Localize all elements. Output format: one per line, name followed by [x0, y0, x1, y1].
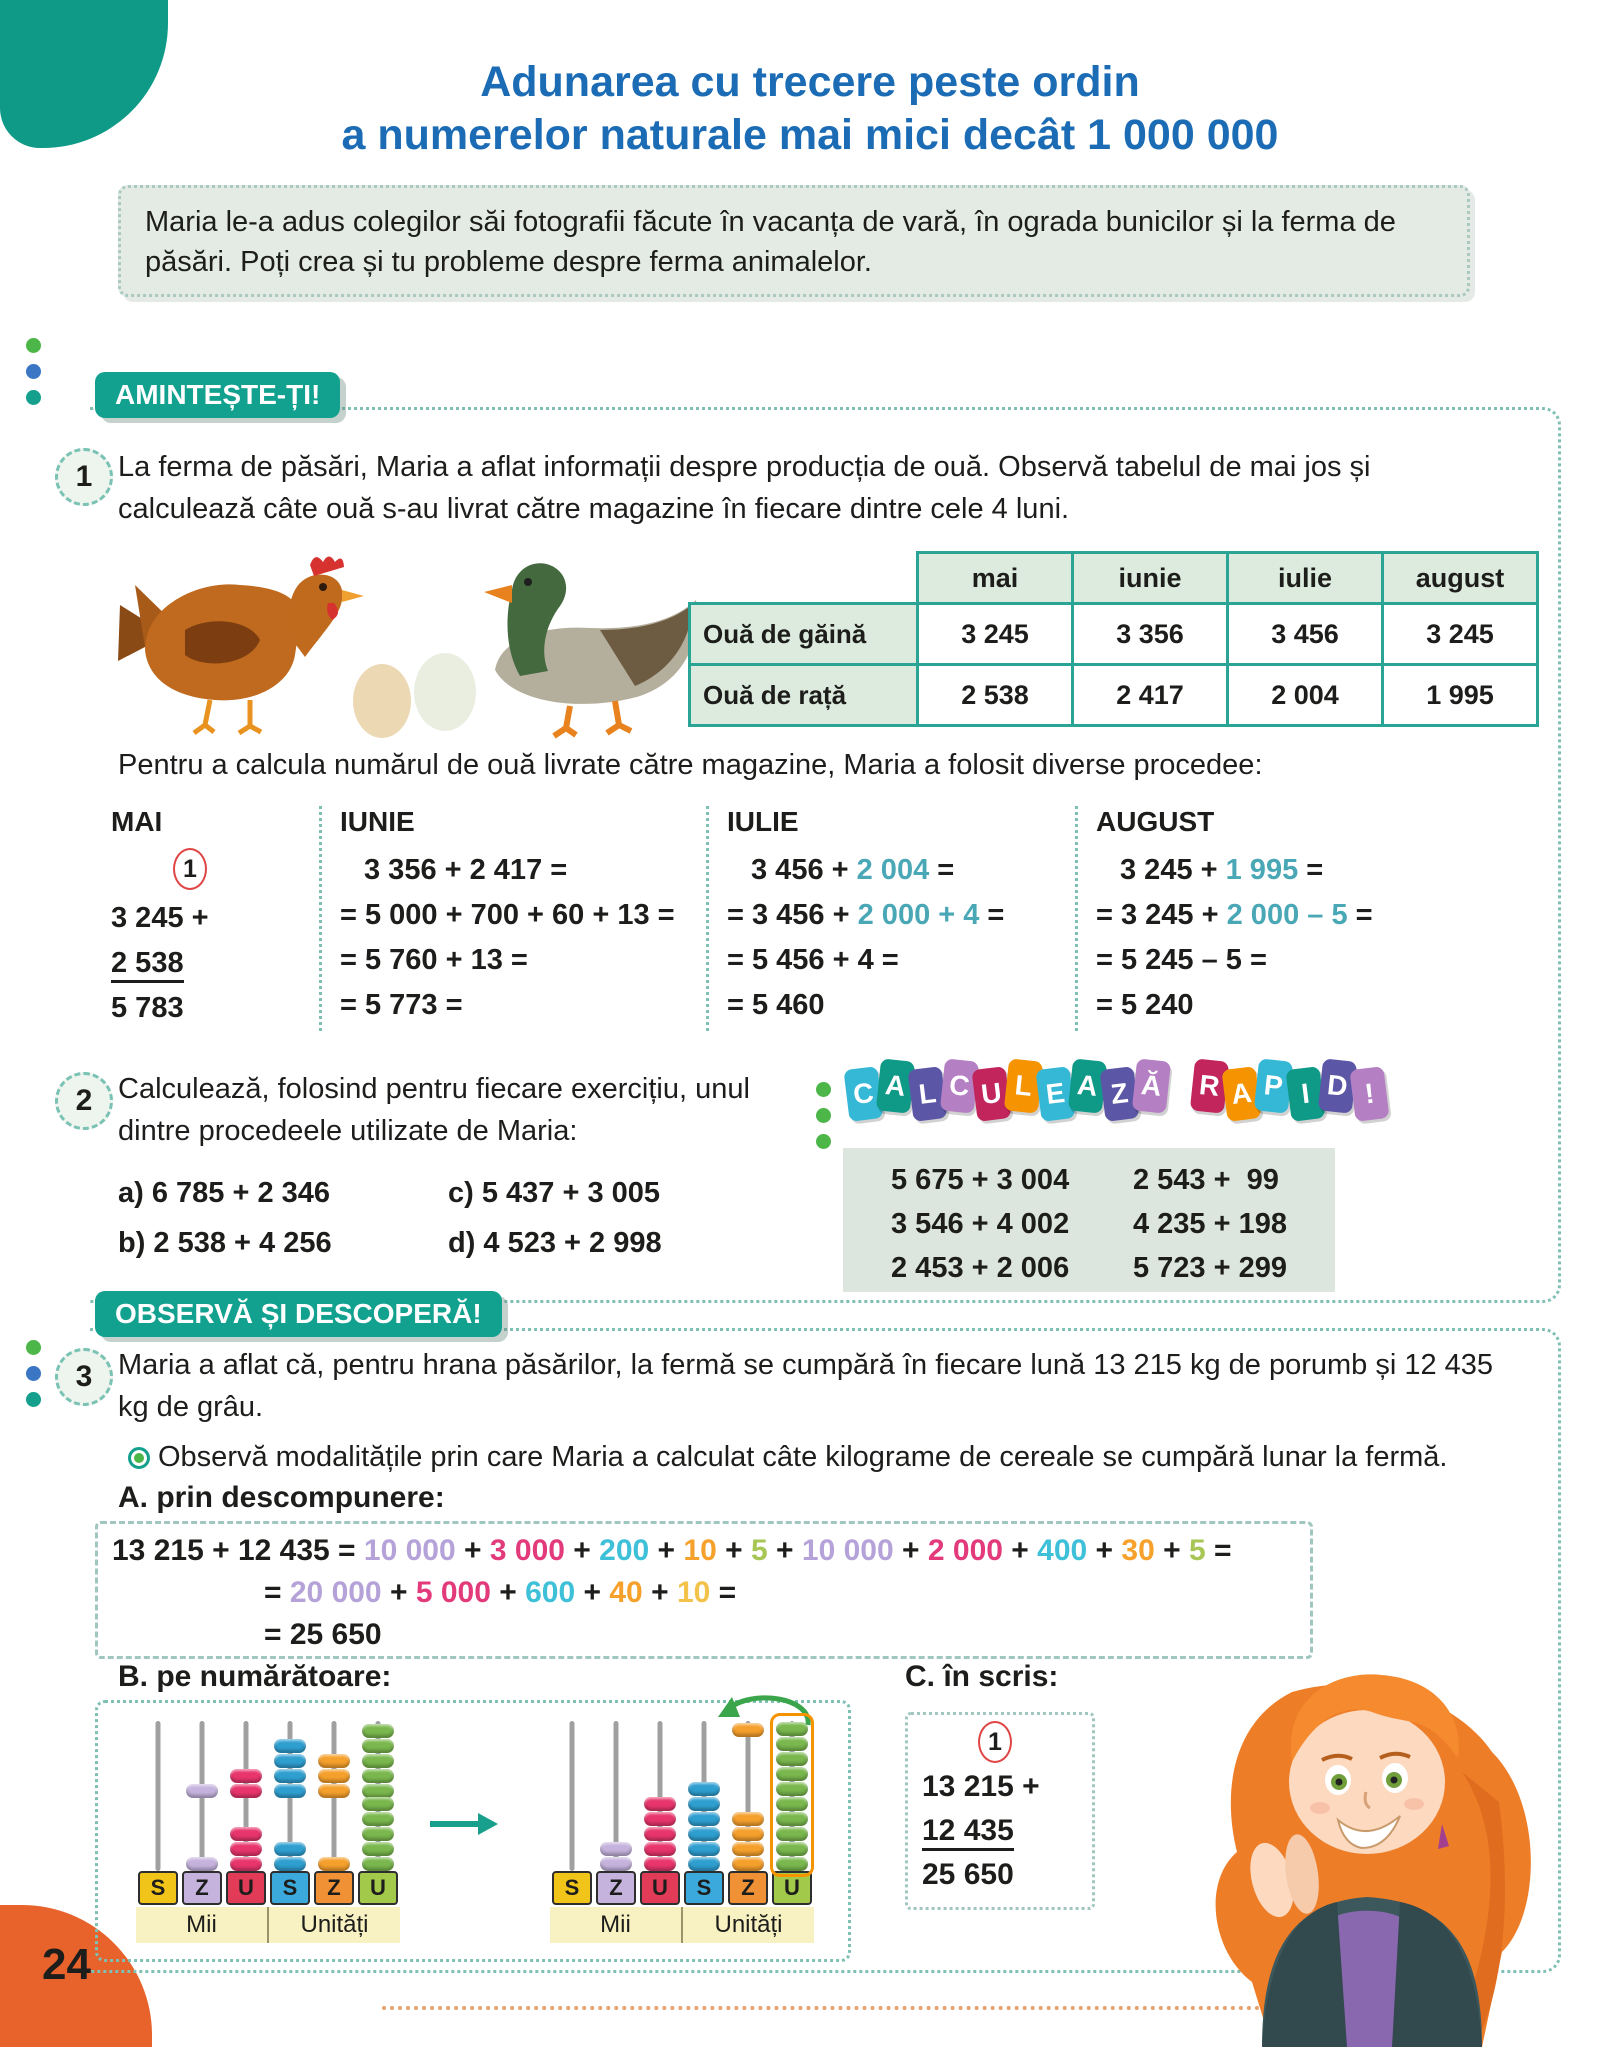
- method-line: 3 245 + 1 995 =: [1120, 854, 1324, 886]
- abacus-bead: [230, 1784, 262, 1798]
- method-line: = 5 240: [1096, 989, 1194, 1021]
- letter-tile: L: [1004, 1058, 1043, 1113]
- abacus-bead: [362, 1754, 394, 1768]
- letter-tile: C: [940, 1058, 979, 1113]
- abacus-bead: [274, 1784, 306, 1798]
- method-month: IUNIE: [340, 806, 415, 837]
- exercise3-bullet: [128, 1436, 1528, 1478]
- method-column: [334, 806, 694, 1031]
- abacus-bead: [274, 1754, 306, 1768]
- intro-box: Maria le-a adus colegilor săi fotografii făcute în vacanța de vară, în ograda bunicilor și la ferma de păsări. Poți crea și tu probleme despre ferma animalelor.: [118, 185, 1470, 297]
- method-line: = 3 245 + 2 000 – 5 =: [1096, 899, 1373, 931]
- abacus-bead: [362, 1739, 394, 1753]
- table-row: [690, 604, 1538, 665]
- method-month: AUGUST: [1096, 806, 1215, 837]
- abacus-bead: [644, 1842, 676, 1856]
- abacus-bead: [688, 1782, 720, 1796]
- abacus-bead: [362, 1784, 394, 1798]
- arrow-right-icon: [428, 1811, 498, 1837]
- abacus-rod: [682, 1721, 726, 1871]
- abacus-bead: [362, 1857, 394, 1871]
- abacus-rod: [312, 1721, 356, 1871]
- group-label: Mii: [186, 1911, 217, 1938]
- page-title-line1: Adunarea cu trecere peste ordin: [480, 58, 1140, 106]
- abacus-bead: [186, 1784, 218, 1798]
- letter-tile: Ă: [1132, 1058, 1171, 1113]
- abacus-bead: [600, 1842, 632, 1856]
- carry-digit: 1: [978, 1721, 1012, 1763]
- abacus-bead: [318, 1754, 350, 1768]
- methodA-label: A. prin descompunere:: [118, 1481, 445, 1514]
- rod-label-cube: S: [138, 1871, 178, 1905]
- abacus-bead: [230, 1769, 262, 1783]
- rod-label-cube: U: [226, 1871, 266, 1905]
- quick-calc-item: 5 675 + 3 004: [891, 1164, 1070, 1196]
- girl-illustration: [1142, 1652, 1582, 2047]
- abacus-bead: [362, 1827, 394, 1841]
- quick-calc-box: [843, 1148, 1335, 1292]
- method-line: = 5 760 + 13 =: [340, 944, 528, 976]
- abacus-rod: [770, 1721, 814, 1871]
- letter-tile: E: [1035, 1066, 1075, 1122]
- method-line: 3 356 + 2 417 =: [364, 854, 568, 886]
- exercise2-items: [118, 1168, 818, 1268]
- abacus-bead: [362, 1842, 394, 1856]
- exercise2-item: c) 5 437 + 3 005: [448, 1177, 661, 1209]
- table-col-header: iunie: [1073, 553, 1228, 604]
- abacus-bead: [688, 1857, 720, 1871]
- abacus-rod: [550, 1721, 594, 1871]
- exercise2-item: b) 2 538 + 4 256: [118, 1227, 332, 1259]
- table-cell: 2 417: [1073, 665, 1228, 726]
- abacus-before: [136, 1721, 400, 1943]
- group-label: Mii: [600, 1911, 631, 1938]
- abacus-rod: [180, 1721, 224, 1871]
- method-column: [105, 806, 307, 1031]
- exercise3-bullet-text: Observă modalitățile prin care Maria a calculat câte kilograme de cereale se cumpără lunar la fermă.: [158, 1441, 1448, 1473]
- method-line: = 5 773 =: [340, 989, 463, 1021]
- letter-tile: A: [876, 1058, 915, 1113]
- abacus-bead: [362, 1797, 394, 1811]
- table-cell: 2 538: [918, 665, 1073, 726]
- footer-dotted-line: [382, 2006, 1260, 2010]
- abacus-bead: [732, 1723, 764, 1737]
- rod-label-cube: S: [552, 1871, 592, 1905]
- letter-tile: Z: [1099, 1066, 1139, 1122]
- decomposition-line: 13 215 + 12 435 = 10 000 + 3 000 + 200 + 10 + 5 + 10 000 + 2 000 + 400 + 30 + 5 =: [112, 1534, 1232, 1567]
- abacus-bead: [274, 1769, 306, 1783]
- table-col-header: august: [1383, 553, 1538, 604]
- abacus-rod: [638, 1721, 682, 1871]
- table-cell: 1 995: [1383, 665, 1538, 726]
- exercise1-badge: 1: [55, 448, 113, 506]
- abacus-box: [95, 1700, 851, 1962]
- written-line1: 13 215 +: [922, 1770, 1040, 1803]
- abacus-bead: [318, 1769, 350, 1783]
- method-line: = 5 245 – 5 =: [1096, 944, 1267, 976]
- abacus-after: [550, 1721, 814, 1943]
- abacus-bead: [230, 1842, 262, 1856]
- abacus-bead: [732, 1812, 764, 1826]
- method-line: 3 245 +: [111, 902, 209, 934]
- discover-heading: OBSERVĂ ȘI DESCOPERĂ!: [95, 1291, 502, 1337]
- rod-label-cube: U: [358, 1871, 398, 1905]
- decomposition-box: [95, 1521, 1313, 1659]
- abacus-bead: [318, 1857, 350, 1871]
- methodC-label: C. în scris:: [905, 1660, 1059, 1693]
- abacus-rod: [224, 1721, 268, 1871]
- abacus-bead: [274, 1857, 306, 1871]
- quick-calc-item: 5 723 + 299: [1132, 1252, 1287, 1284]
- rod-label-cube: Z: [314, 1871, 354, 1905]
- abacus-rod: [268, 1721, 312, 1871]
- table-cell: 3 456: [1228, 604, 1383, 665]
- month-methods-row: [105, 806, 1505, 1031]
- abacus-bead: [644, 1857, 676, 1871]
- letter-tile: P: [1254, 1058, 1293, 1113]
- quick-calc-dots: [816, 1082, 831, 1149]
- written-addition-box: [905, 1712, 1095, 1910]
- letter-tile: !: [1349, 1066, 1389, 1122]
- exercise2-item: a) 6 785 + 2 346: [118, 1177, 331, 1209]
- written-result: 25 650: [922, 1858, 1014, 1891]
- abacus-bead: [688, 1842, 720, 1856]
- abacus-rod: [136, 1721, 180, 1871]
- quick-calc-title: [846, 1064, 1406, 1116]
- carry-digit: 1: [173, 848, 207, 890]
- rod-label-cube: U: [772, 1871, 812, 1905]
- rod-label-cube: S: [684, 1871, 724, 1905]
- table-row-label: Ouă de rață: [690, 665, 918, 726]
- methodB-label: B. pe numărătoare:: [118, 1660, 392, 1693]
- egg-production-table: [688, 551, 1539, 727]
- rod-label-cube: Z: [596, 1871, 636, 1905]
- letter-tile: R: [1190, 1058, 1229, 1113]
- letter-tile: I: [1285, 1066, 1325, 1122]
- exercise3-text: Maria a aflat că, pentru hrana păsărilor, la fermă se cumpără în fiecare lună 13 215 kg de porumb și 12 435 kg de grâu.: [118, 1349, 1494, 1423]
- method-line: 5 783: [111, 992, 184, 1024]
- method-line: 3 456 + 2 004 =: [751, 854, 955, 886]
- table-cell: 3 356: [1073, 604, 1228, 665]
- method-month: MAI: [111, 806, 163, 837]
- group-label: Unități: [681, 1907, 814, 1943]
- abacus-bead: [362, 1812, 394, 1826]
- exercise2-item: d) 4 523 + 2 998: [448, 1227, 662, 1259]
- abacus-bead: [362, 1724, 394, 1738]
- written-carry-row: [978, 1721, 1078, 1765]
- table-cell: 2 004: [1228, 665, 1383, 726]
- letter-tile: A: [1221, 1066, 1261, 1122]
- abacus-bead: [274, 1739, 306, 1753]
- exercise2-items-right: [448, 1168, 778, 1268]
- rod-label-cube: Z: [728, 1871, 768, 1905]
- letter-tile: D: [1318, 1058, 1357, 1113]
- procedures-intro: Pentru a calcula numărul de ouă livrate către magazine, Maria a folosit diverse procedee:: [118, 749, 1263, 781]
- method-line: = 3 456 + 2 000 + 4 =: [727, 899, 1005, 931]
- quick-calc-item: 2 543 + 99: [1132, 1164, 1279, 1196]
- exercise1-text: La ferma de păsări, Maria a aflat informații despre producția de ouă. Observă tabelul de mai jos și calculează câte ouă s-au livrat către magazine în fiecare dintre cele 4 luni.: [118, 451, 1371, 525]
- quick-calc-col1: [891, 1158, 1069, 1282]
- exercise2-text: Calculează, folosind pentru fiecare exercițiu, unul dintre procedeele utilizate de Maria:: [118, 1073, 750, 1147]
- abacus-bead: [186, 1857, 218, 1871]
- abacus-bead: [688, 1812, 720, 1826]
- method-column: [721, 806, 1063, 1031]
- page-title-line2: a numerelor naturale mai mici decât 1 000 000: [341, 111, 1279, 159]
- table-cell: 3 245: [918, 604, 1073, 665]
- exercise3-badge: 3: [55, 1348, 113, 1406]
- rod-label-cube: Z: [182, 1871, 222, 1905]
- quick-calc-col2: [1133, 1158, 1287, 1282]
- method-column: [1090, 806, 1447, 1031]
- table-cell: 3 245: [1383, 604, 1538, 665]
- abacus-bead: [362, 1769, 394, 1783]
- table-col-header: mai: [918, 553, 1073, 604]
- page-title: [120, 56, 1500, 162]
- table-row-label: Ouă de găină: [690, 604, 918, 665]
- duck-egg-icon: [414, 653, 476, 731]
- abacus-bead: [732, 1842, 764, 1856]
- observe-bullet-icon: [128, 1447, 150, 1469]
- abacus-bead: [688, 1827, 720, 1841]
- abacus-bead: [644, 1797, 676, 1811]
- abacus-bead: [318, 1784, 350, 1798]
- abacus-bead: [230, 1827, 262, 1841]
- rod-label-cube: S: [270, 1871, 310, 1905]
- method-line: = 5 456 + 4 =: [727, 944, 899, 976]
- abacus-bead: [230, 1857, 262, 1871]
- page-number: 24: [42, 1940, 91, 1989]
- duck-illustration: [400, 530, 730, 745]
- group-label: Unități: [267, 1907, 400, 1943]
- abacus-bead: [688, 1797, 720, 1811]
- table-col-header: iulie: [1228, 553, 1383, 604]
- hen-illustration: [90, 535, 430, 745]
- quick-calc-item: 3 546 + 4 002: [891, 1208, 1070, 1240]
- letter-tile: C: [843, 1066, 883, 1122]
- exchange-highlight-box: [770, 1713, 814, 1877]
- abacus-bead: [600, 1857, 632, 1871]
- abacus-rod: [726, 1721, 770, 1871]
- letter-tile: U: [971, 1066, 1011, 1122]
- abacus-bead: [644, 1827, 676, 1841]
- remember-heading: AMINTEȘTE-ȚI!: [95, 372, 340, 418]
- abacus-bead: [732, 1857, 764, 1871]
- abacus-bead: [274, 1842, 306, 1856]
- margin-dots: [26, 1340, 41, 1407]
- abacus-bead: [732, 1827, 764, 1841]
- letter-tile: L: [907, 1066, 947, 1122]
- table-row: [690, 665, 1538, 726]
- quick-calc-item: 2 453 + 2 006: [891, 1252, 1070, 1284]
- rod-label-cube: U: [640, 1871, 680, 1905]
- exercise2-badge: 2: [55, 1072, 113, 1130]
- abacus-rod: [594, 1721, 638, 1871]
- method-line: = 5 000 + 700 + 60 + 13 =: [340, 899, 675, 931]
- abacus-rod: [356, 1721, 400, 1871]
- quick-calc-item: 4 235 + 198: [1132, 1208, 1287, 1240]
- method-month: IULIE: [727, 806, 799, 837]
- exercise2-items-left: [118, 1168, 448, 1268]
- decomposition-line: = 20 000 + 5 000 + 600 + 40 + 10 =: [264, 1576, 737, 1609]
- method-line: 2 538: [111, 941, 301, 986]
- decomposition-line: = 25 650: [264, 1618, 382, 1651]
- abacus-bead: [644, 1812, 676, 1826]
- margin-dots: [26, 338, 41, 405]
- letter-tile: A: [1068, 1058, 1107, 1113]
- written-line2: 12 435: [922, 1809, 1078, 1853]
- method-line: = 5 460: [727, 989, 825, 1021]
